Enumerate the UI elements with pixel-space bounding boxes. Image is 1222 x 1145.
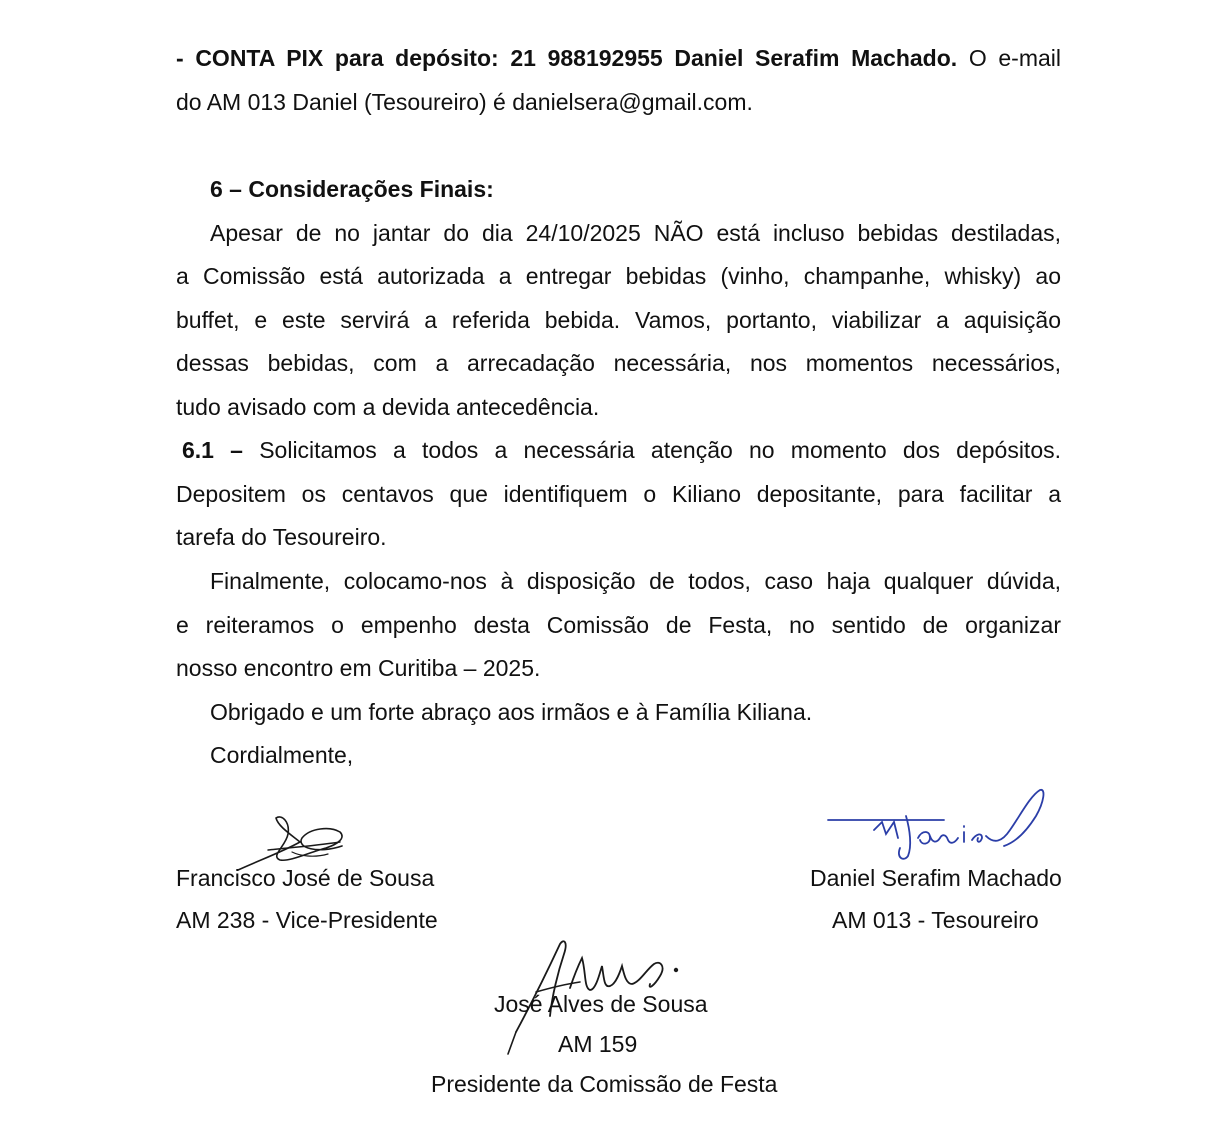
paragraph-line: e reiteramos o empenho desta Comissão de Festa, no sentido de organizar bbox=[176, 612, 1061, 638]
pix-email-line: do AM 013 Daniel (Tesoureiro) é danielsera@gmail.com. bbox=[176, 89, 753, 115]
signature-daniel bbox=[826, 786, 1051, 866]
signature-center-code: AM 159 bbox=[558, 1031, 638, 1057]
paragraph-line: Apesar de no jantar do dia 24/10/2025 NÃO está incluso bebidas destiladas, bbox=[210, 220, 1061, 246]
paragraph-line: nosso encontro em Curitiba – 2025. bbox=[176, 655, 541, 681]
closing-line: Cordialmente, bbox=[210, 742, 354, 768]
paragraph-line: tarefa do Tesoureiro. bbox=[176, 524, 387, 550]
thanks-line: Obrigado e um forte abraço aos irmãos e à Família Kiliana. bbox=[210, 699, 813, 725]
item-6-1-text: Solicitamos a todos a necessária atenção no momento dos depósitos. bbox=[259, 437, 1062, 463]
paragraph-line: tudo avisado com a devida antecedência. bbox=[176, 394, 600, 420]
signature-center-role: Presidente da Comissão de Festa bbox=[431, 1071, 778, 1097]
pix-email-lead: O e-mail bbox=[968, 45, 1062, 71]
signature-left-role: AM 238 - Vice-Presidente bbox=[176, 907, 438, 933]
paragraph-line: Finalmente, colocamo-nos à disposição de todos, caso haja qualquer dúvida, bbox=[210, 568, 1061, 594]
signature-left-name: Francisco José de Sousa bbox=[176, 865, 435, 891]
paragraph-line: buffet, e este servirá a referida bebida. Vamos, portanto, viabilizar a aquisição bbox=[176, 307, 1061, 333]
pix-line bbox=[176, 44, 1061, 72]
pix-account-text: - CONTA PIX para depósito: 21 988192955 Daniel Serafim Machado. bbox=[176, 45, 958, 71]
item-6-1-label: 6.1 – bbox=[182, 437, 243, 463]
section-heading: 6 – Considerações Finais: bbox=[210, 176, 494, 202]
paragraph-line: a Comissão está autorizada a entregar bebidas (vinho, champanhe, whisky) ao bbox=[176, 263, 1061, 289]
item-6-1-line bbox=[176, 436, 1061, 464]
signature-center-name: José Alves de Sousa bbox=[494, 991, 708, 1017]
signature-right-name: Daniel Serafim Machado bbox=[810, 865, 1062, 891]
signature-right-role: AM 013 - Tesoureiro bbox=[832, 907, 1039, 933]
paragraph-line: dessas bebidas, com a arrecadação necessária, nos momentos necessários, bbox=[176, 350, 1061, 376]
paragraph-line: Depositem os centavos que identifiquem o Kiliano depositante, para facilitar a bbox=[176, 481, 1061, 507]
